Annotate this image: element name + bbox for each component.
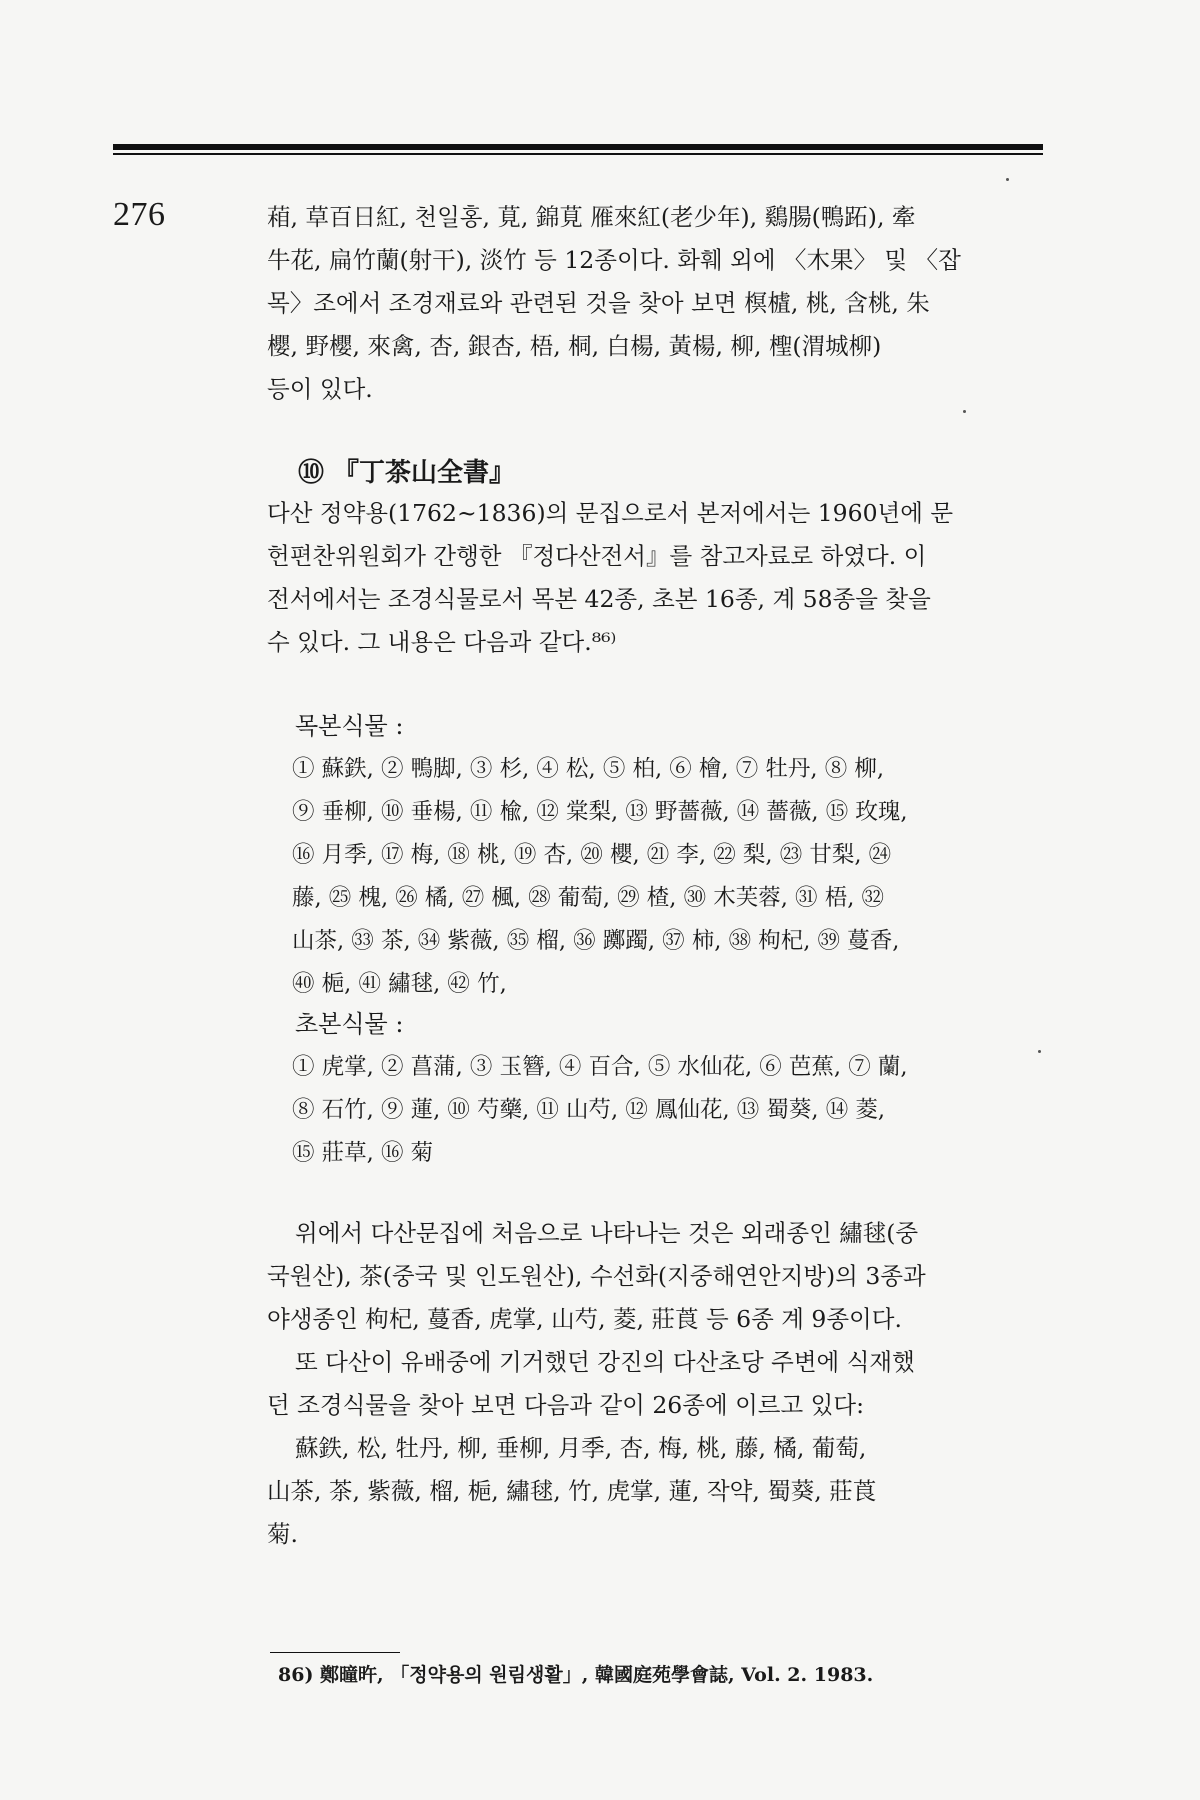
list-line: 藤, ㉕ 槐, ㉖ 橘, ㉗ 楓, ㉘ 葡萄, ㉙ 楂, ㉚ 木芙蓉, ㉛ 梧, ㉜ xyxy=(292,885,884,911)
header-rule-thick xyxy=(113,144,1043,150)
closing-paragraph-1 xyxy=(267,1212,1027,1341)
page-number: 276 xyxy=(113,196,166,233)
footnote-rule xyxy=(270,1652,400,1653)
list-line: ⑨ 垂柳, ⑩ 垂楊, ⑪ 楡, ⑫ 棠梨, ⑬ 野薔薇, ⑭ 薔薇, ⑮ 玫瑰, xyxy=(292,799,908,825)
text-line: 등이 있다. xyxy=(267,375,373,403)
herb-plants-list xyxy=(292,1046,1032,1175)
woody-plants-list xyxy=(292,748,1032,1006)
list-line: 山茶, ㉝ 茶, ㉞ 紫薇, ㉟ 榴, ㊱ 躑躅, ㊲ 柿, ㊳ 枸杞, ㊴ 蔓香, xyxy=(292,928,900,954)
text-line: 헌편찬위원회가 간행한 『정다산전서』를 참고자료로 하였다. 이 xyxy=(267,542,927,570)
intro-paragraph xyxy=(267,196,1027,411)
section-heading: ⑩ 『丁茶山全書』 xyxy=(298,458,516,488)
text-line: 위에서 다산문집에 처음으로 나타나는 것은 외래종인 繡毬(중 xyxy=(295,1219,919,1247)
list-line: ⑮ 莊草, ⑯ 菊 xyxy=(292,1140,434,1166)
footnote: 86) 鄭曈旿, 「정약용의 원림생활」, 韓國庭苑學會誌, Vol. 2. 1983. xyxy=(278,1664,874,1686)
text-line: 山茶, 茶, 紫薇, 榴, 梔, 繡毬, 竹, 虎掌, 蓮, 작약, 蜀葵, 莊莨 xyxy=(267,1477,877,1505)
section-body xyxy=(267,492,1027,664)
text-line: 던 조경식물을 찾아 보면 다음과 같이 26종에 이르고 있다: xyxy=(267,1391,865,1419)
header-rule-thin xyxy=(113,153,1043,155)
scan-speck xyxy=(1006,178,1009,181)
text-line: 葙, 草百日紅, 천일홍, 莧, 錦莧 雁來紅(老少年), 鷄腸(鴨跖), 牽 xyxy=(267,203,916,231)
text-line: 다산 정약용(1762~1836)의 문집으로서 본저에서는 1960년에 문 xyxy=(267,499,954,527)
text-line: 菊. xyxy=(267,1520,298,1548)
closing-paragraph-2 xyxy=(267,1341,1027,1556)
scan-speck xyxy=(963,410,966,413)
list-line: ⑧ 石竹, ⑨ 蓮, ⑩ 芍藥, ⑪ 山芍, ⑫ 鳳仙花, ⑬ 蜀葵, ⑭ 菱, xyxy=(292,1097,886,1123)
list-line: ① 虎掌, ② 菖蒲, ③ 玉簪, ④ 百合, ⑤ 水仙花, ⑥ 芭蕉, ⑦ 蘭, xyxy=(292,1054,908,1080)
scan-speck xyxy=(1038,1050,1041,1053)
text-line: 목〉조에서 조경재료와 관련된 것을 찾아 보면 榠樝, 桃, 含桃, 朱 xyxy=(267,289,930,317)
herb-plants-label: 초본식물 : xyxy=(295,1010,404,1038)
text-line: 야생종인 枸杞, 蔓香, 虎掌, 山芍, 菱, 莊莨 등 6종 계 9종이다. xyxy=(267,1305,902,1333)
text-line: 櫻, 野櫻, 來禽, 杏, 銀杏, 梧, 桐, 白楊, 黃楊, 柳, 檉(渭城柳) xyxy=(267,332,882,360)
list-line: ⑯ 月季, ⑰ 梅, ⑱ 桃, ⑲ 杏, ⑳ 櫻, ㉑ 李, ㉒ 梨, ㉓ 甘梨, ㉔ xyxy=(292,842,892,868)
text-line: 蘇鉄, 松, 牡丹, 柳, 垂柳, 月季, 杏, 梅, 桃, 藤, 橘, 葡萄, xyxy=(295,1434,867,1462)
text-line: 수 있다. 그 내용은 다음과 같다.⁸⁶⁾ xyxy=(267,628,617,656)
text-line: 牛花, 扁竹蘭(射干), 淡竹 등 12종이다. 화훼 외에 〈木果〉 및 〈잡 xyxy=(267,246,961,274)
text-line: 국원산), 茶(중국 및 인도원산), 수선화(지중해연안지방)의 3종과 xyxy=(267,1262,926,1290)
list-line: ㊵ 梔, ㊶ 繡毬, ㊷ 竹, xyxy=(292,971,507,997)
woody-plants-label: 목본식물 : xyxy=(295,712,404,740)
list-line: ① 蘇鉄, ② 鴨脚, ③ 杉, ④ 松, ⑤ 柏, ⑥ 檜, ⑦ 牡丹, ⑧ 柳, xyxy=(292,756,884,782)
text-line: 전서에서는 조경식물로서 목본 42종, 초본 16종, 계 58종을 찾을 xyxy=(267,585,931,613)
text-line: 또 다산이 유배중에 기거했던 강진의 다산초당 주변에 식재했 xyxy=(295,1348,915,1376)
